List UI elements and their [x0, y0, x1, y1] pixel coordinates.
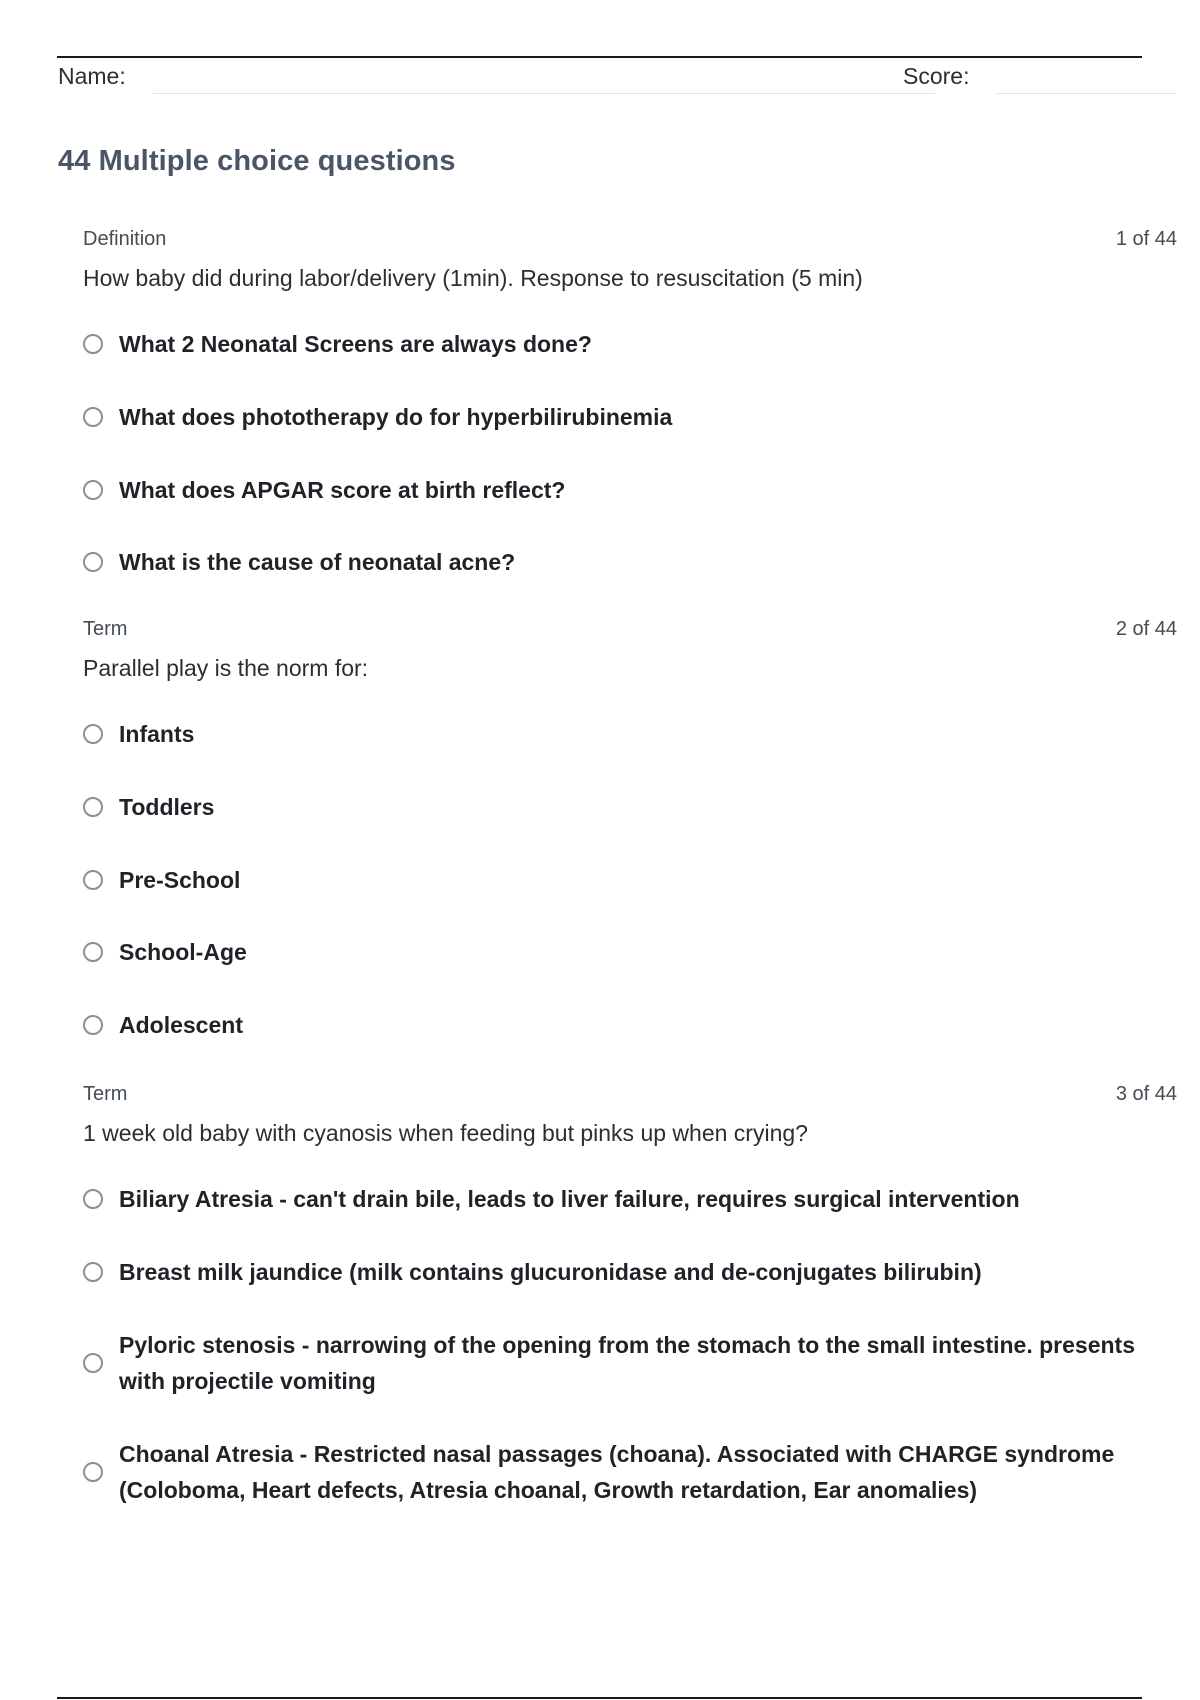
- option-label: School-Age: [119, 939, 247, 965]
- option-label: What does APGAR score at birth reflect?: [119, 477, 566, 503]
- question-type: Term: [83, 618, 128, 640]
- score-label: Score:: [903, 63, 970, 89]
- question-prompt: How baby did during labor/delivery (1min). Response to resuscitation (5 min): [83, 265, 863, 291]
- radio-button[interactable]: [83, 870, 103, 890]
- radio-button[interactable]: [83, 334, 103, 354]
- bottom-rule: [57, 1697, 1142, 1699]
- option-label: Choanal Atresia - Restricted nasal passages (choana). Associated with CHARGE syndrome (Coloboma, Heart defects, Atresia choanal, Growth retardation, Ear anomalies): [119, 1441, 1115, 1503]
- top-rule: [57, 56, 1142, 58]
- name-label: Name:: [58, 63, 126, 89]
- question-count: 2 of 44: [1115, 618, 1177, 640]
- question-prompt: Parallel play is the norm for:: [83, 655, 369, 681]
- option-label: Breast milk jaundice (milk contains glucuronidase and de-conjugates bilirubin): [119, 1259, 982, 1285]
- option-label: What is the cause of neonatal acne?: [119, 549, 516, 575]
- question-count: 3 of 44: [1115, 1083, 1177, 1105]
- radio-button[interactable]: [83, 407, 103, 427]
- radio-button[interactable]: [83, 1015, 103, 1035]
- radio-button[interactable]: [83, 942, 103, 962]
- question-count: 1 of 44: [1115, 228, 1177, 250]
- radio-button[interactable]: [83, 724, 103, 744]
- radio-button[interactable]: [83, 1189, 103, 1209]
- radio-button[interactable]: [83, 1462, 103, 1482]
- radio-button[interactable]: [83, 552, 103, 572]
- option-label: Toddlers: [119, 794, 215, 820]
- option-label: Infants: [119, 721, 195, 747]
- radio-button[interactable]: [83, 1262, 103, 1282]
- score-field[interactable]: [996, 93, 1176, 94]
- option-label: Adolescent: [119, 1012, 243, 1038]
- question-type: Term: [83, 1083, 128, 1105]
- question-type: Definition: [83, 228, 167, 250]
- radio-button[interactable]: [83, 1353, 103, 1373]
- name-score-row: [58, 60, 1178, 96]
- page-title: 44 Multiple choice questions: [58, 145, 456, 177]
- option-label: Pyloric stenosis - narrowing of the opening from the stomach to the small intestine. presents with projectile vomiting: [119, 1332, 1135, 1394]
- name-field[interactable]: [153, 93, 935, 94]
- option-label: Pre-School: [119, 867, 241, 893]
- radio-button[interactable]: [83, 480, 103, 500]
- radio-button[interactable]: [83, 797, 103, 817]
- option-label: What 2 Neonatal Screens are always done?: [119, 331, 592, 357]
- option-label: Biliary Atresia - can't drain bile, leads to liver failure, requires surgical intervention: [119, 1186, 1020, 1212]
- option-label: What does phototherapy do for hyperbilirubinemia: [119, 404, 673, 430]
- question-prompt: 1 week old baby with cyanosis when feeding but pinks up when crying?: [83, 1120, 808, 1146]
